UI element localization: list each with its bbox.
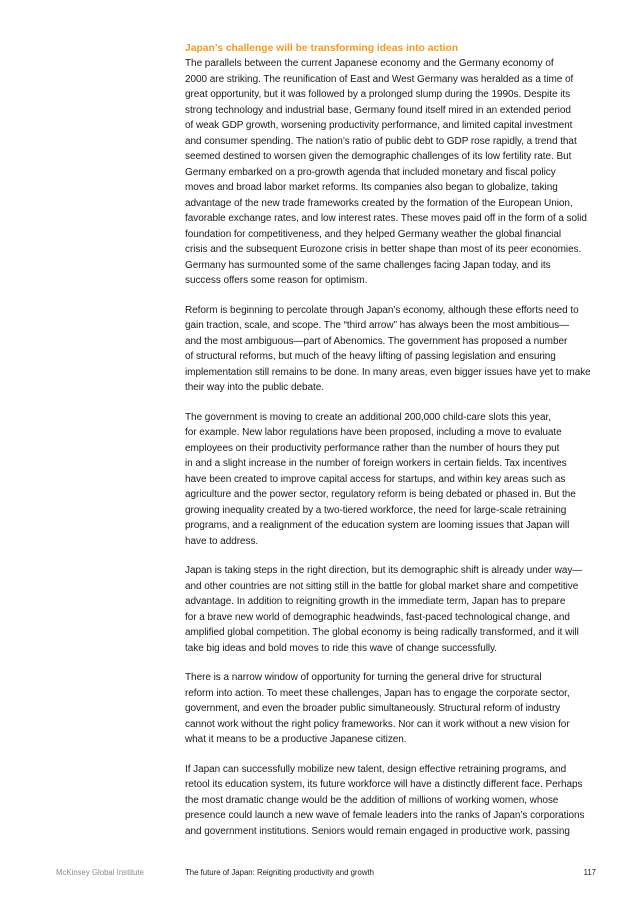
paragraph-line: moves and broad labor market reforms. Its companies also began to globalize, taking [185,182,558,193]
body-paragraph [185,670,595,748]
paragraph-line: strong technology and industrial base, Germany found itself mired in an extended period [185,104,571,116]
paragraph-line: The government is moving to create an additional 200,000 child-care slots this year, [185,411,552,423]
paragraph-line: and government institutions. Seniors would remain engaged in productive work, passing [185,825,570,837]
paragraph-line: agriculture and the power sector, regulatory reform is being debated or phased in. But the [185,489,576,500]
paragraph-line: the most dramatic change would be the addition of millions of working women, whose [185,794,559,806]
paragraph-line: Germany embarked on a pro-growth agenda that included monetary and fiscal policy [185,166,556,178]
paragraph-line: for example. New labor regulations have been proposed, including a move to evaluate [185,427,562,438]
paragraph-line: favorable exchange rates, and low interest rates. These moves paid off in the form of a solid [185,213,587,224]
paragraph-line: If Japan can successfully mobilize new talent, design effective retraining programs, and [185,763,567,775]
section-heading: Japan’s challenge will be transforming ideas into action [185,43,459,54]
paragraph-line: their way into the public debate. [185,382,324,393]
body-paragraph [185,563,595,656]
paragraph-line: what it means to be a productive Japanese citizen. [185,734,407,745]
paragraph-line: Japan is taking steps in the right direction, but its demographic shift is already under way— [185,565,583,576]
paragraph-line: and other countries are not sitting still in the battle for global market share and competitive [185,580,579,592]
paragraph-line: amplified global competition. The global economy is being radically transformed, and it will [185,627,579,638]
paragraph-line: 2000 are striking. The reunification of East and West Germany was heralded as a time of [185,73,574,85]
paragraph-line: government, and even the broader public simultaneously. Structural reform of industry [185,703,561,714]
paragraph-line: have to address. [185,535,259,547]
paragraph-line: of structural reforms, but much of the heavy lifting of passing legislation and ensuring [185,351,556,362]
paragraph-line: in and a slight increase in the number of foreign workers in certain fields. Tax incentives [185,458,567,469]
paragraph-line: implementation still remains to be done. In many areas, even bigger issues have yet to make [185,366,591,378]
body-paragraph [185,410,595,550]
paragraph-line: advantage. In addition to reigniting growth in the immediate term, Japan has to prepare [185,596,566,607]
paragraph-line: have been created to improve capital access for startups, and within key areas such as [185,473,566,485]
body-paragraph [185,762,595,840]
paragraph-line: take big ideas and bold moves to ride this wave of change successfully. [185,642,497,654]
paragraph-line: employees on their productivity performance rather than the number of hours they put [185,442,560,454]
paragraph-line: cannot work without the right policy frameworks. Nor can it work without a new vision for [185,718,570,730]
paragraph-line: programs, and a realignment of the education system are looming issues that Japan will [185,520,570,531]
paragraph-line: reform into action. To meet these challenges, Japan has to engage the corporate sector, [185,687,570,699]
body-paragraph [185,56,595,289]
article-body [185,41,595,853]
paragraph-line: presence could launch a new wave of female leaders into the ranks of Japan’s corporations [185,810,585,821]
page-number: 117 [583,868,596,877]
paragraph-line: gain traction, scale, and scope. The “third arrow” has always been the most ambitious— [185,320,570,331]
paragraph-line: Germany has surmounted some of the same challenges facing Japan today, and its [185,259,551,271]
body-paragraph [185,303,595,396]
paragraph-line: growing inequality created by a two-tiered workforce, the need for large-scale retraining [185,504,567,516]
paragraph-line: retool its education system, its future workforce will have a distinctly different face. Perhaps [185,779,583,790]
paragraph-line: advantage of the new trade frameworks created by the formation of the European Union, [185,197,573,209]
footer-organization: McKinsey Global Institute [56,868,144,877]
paragraph-line: for a brave new world of demographic headwinds, fast-paced technological change, and [185,611,570,623]
paragraph-list [185,56,595,839]
paragraph-line: success offers some reason for optimism. [185,275,368,286]
paragraph-line: crisis and the subsequent Eurozone crisis in better shape than most of its peer economies. [185,244,582,255]
paragraph-line: great opportunity, but it was followed by a prolonged slump during the 1990s. Despite its [185,89,571,100]
paragraph-line: and consumer spending. The nation’s ratio of public debt to GDP rose rapidly, a trend that [185,135,577,147]
paragraph-line: seemed destined to worsen given the demographic challenges of its low fertility rate. But [185,151,572,162]
paragraph-line: foundation for competitiveness, and they helped Germany weather the global financial [185,228,562,240]
paragraph-line: and the most ambiguous—part of Abenomics. The government has proposed a number [185,335,568,347]
paragraph-line: The parallels between the current Japanese economy and the Germany economy of [185,58,554,69]
paragraph-line: There is a narrow window of opportunity for turning the general drive for structural [185,672,542,683]
paragraph-line: Reform is beginning to percolate through Japan’s economy, although these efforts need to [185,304,579,316]
footer-report-title: The future of Japan: Reigniting productivity and growth [185,868,374,877]
paragraph-line: of weak GDP growth, worsening productivity performance, and limited capital investment [185,120,573,131]
